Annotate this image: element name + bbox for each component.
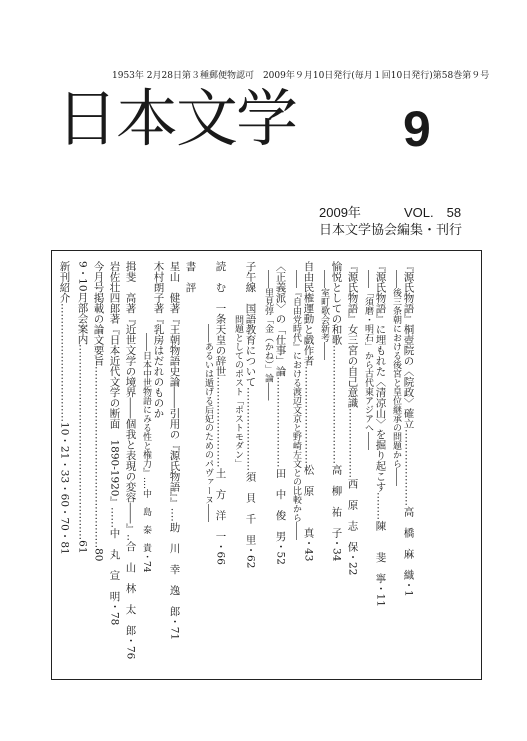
toc-entry: 岩佐壮四郎著『日本近代文学の断面 1890‐1920』‥‥‥中 丸 宣 明・78 [108, 261, 121, 626]
issue-number: 9 [403, 101, 431, 157]
toc-entry: 木村朗子著『乳房はだれのものか [152, 261, 165, 419]
toc-subtitle: ――『自由党時代』における渡辺文京と野崎左文との比較から―― [291, 261, 301, 540]
toc-entry: 『源氏物語』女三宮の自己意識‥‥‥‥‥‥‥‥‥‥西 原 志 保・22 [346, 261, 359, 576]
toc-entry: 〈正義派〉の「仕事」論‥‥‥‥‥‥‥‥‥‥‥‥‥田 中 俊 男・52 [274, 261, 287, 565]
toc-entry: 今月号掲載の論文要旨‥‥‥‥‥‥‥‥‥‥‥‥‥‥‥‥‥‥‥‥‥‥‥‥‥‥80 [92, 261, 105, 562]
issue-year: 2009年 [319, 205, 361, 220]
toc-entry: 『源氏物語』に埋もれた〈清凉山〉を掘り起こす‥‥‥‥陳 斐 寧・11 [374, 261, 387, 607]
toc-entry: 9・10月部会案内‥‥‥‥‥‥‥‥‥‥‥‥‥‥‥‥‥‥‥‥‥‥‥‥‥‥‥‥61 [76, 261, 89, 554]
toc-subtitle: ――里見弴「金（かね）」論―― [263, 261, 273, 401]
toc-subtitle: 問題としてのポスト「ポストモダン」 [233, 261, 243, 468]
toc-subtitle: ――後三条朝における後宮と皇位継承の問題から―― [391, 261, 401, 486]
toc-subtitle: ――あるいは遁げる后妃のためのパヴァーヌ―― [203, 261, 213, 522]
toc-entry: 星山 健著『王朝物語史論――引用の『源氏物語』』‥‥助 川 幸 逸 郎・71 [168, 261, 181, 641]
toc-entry: 読 む 一条天皇の辞世‥‥‥‥‥‥‥‥‥‥‥‥‥土 方 洋 一・66 [214, 261, 227, 565]
toc-subtitle: ――室町歌会新考―― [319, 261, 329, 360]
toc-entry: 書 評 [184, 261, 197, 293]
registration-line: 1953年 2月28日第３種郵便物認可 2009年９月10日発行(毎月１回10日発行)第58巻第９号 [112, 71, 490, 81]
toc-entry: 愉悦としての和歌‥‥‥‥‥‥‥‥‥‥‥‥‥‥‥‥‥高 柳 祐 子・34 [330, 261, 343, 562]
toc-entry: 自由民権運動と戯作者‥‥‥‥‥‥‥‥‥‥‥‥‥‥松 原 真・43 [302, 261, 315, 562]
publisher-line: 日本文学協会編集・刊行 [319, 222, 463, 237]
toc-subtitle: ――日本中世物語にみる性と権力』‥‥中 島 泰 貴・74 [141, 261, 151, 573]
volume-label: VOL. 58 [404, 205, 462, 220]
toc-entry: 揖斐 高著『近世文学の境界――個我と表現の変容――』‥合 山 林 太 郎・76 [124, 261, 137, 660]
toc-entry: 新刊紹介‥‥‥‥‥‥‥‥‥‥‥‥‥‥‥‥‥10・21・33・60・70・81 [58, 261, 71, 555]
journal-title: 日本文学 [56, 82, 297, 155]
toc-entry: 子午線 国語教育について‥‥‥‥‥‥‥‥‥‥‥‥須 貝 千 里・62 [244, 261, 257, 569]
toc-entry: 『源氏物語』桐壺院の〈院政〉確立‥‥‥‥‥‥‥‥‥‥‥高 橋 麻 織・1 [402, 261, 415, 597]
toc-subtitle: ――「須磨・明石」から古代東アジアへ―― [363, 261, 373, 450]
table-of-contents [51, 250, 482, 680]
